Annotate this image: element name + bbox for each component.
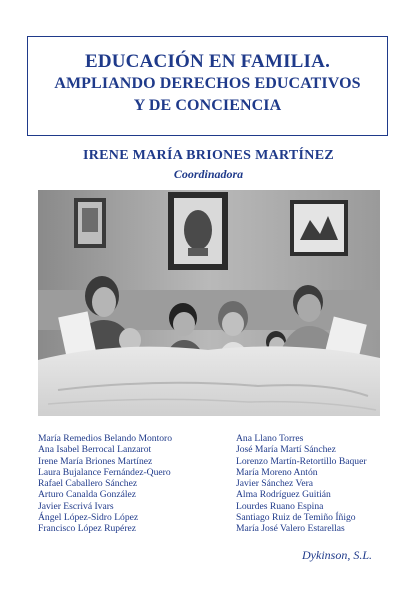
author-name: José María Martí Sánchez — [236, 444, 336, 456]
author-name: Arturo Canalda González — [38, 489, 137, 501]
authors-list-right — [236, 433, 367, 535]
cover-photo — [38, 190, 380, 416]
book-title-line3: Y DE CONCIENCIA — [133, 97, 282, 114]
author-name: Rafael Caballero Sánchez — [38, 478, 138, 490]
book-title-line2: AMPLIANDO DERECHOS EDUCATIVOS — [54, 75, 361, 92]
author-name: Lourdes Ruano Espina — [236, 500, 324, 512]
publisher-logo: Dykinson, S.L. — [302, 548, 372, 562]
author-name: Alma Rodríguez Guitián — [236, 489, 331, 501]
author-name: Javier Sánchez Vera — [236, 478, 314, 490]
author-name: María Remedios Belando Montoro — [38, 433, 173, 444]
wall-frame-right — [290, 200, 348, 256]
wall-frame-center — [168, 192, 228, 270]
book-title-line1: EDUCACIÓN EN FAMILIA. — [84, 51, 331, 72]
author-name: Ángel López-Sidro López — [38, 512, 139, 524]
author-name: Lorenzo Martín-Retortillo Baquer — [236, 455, 367, 467]
author-name: Ana Isabel Berrocal Lanzarot — [38, 444, 152, 456]
coordinator-role: Coordinadora — [173, 167, 244, 181]
author-name: María José Valero Estarellas — [236, 523, 345, 535]
family-photo-illustration — [38, 190, 380, 416]
author-name: María Moreno Antón — [236, 466, 318, 478]
authors-list-left — [38, 433, 172, 535]
author-name: Irene María Briones Martínez — [38, 455, 153, 467]
coordinator-name: IRENE MARÍA BRIONES MARTÍNEZ — [82, 148, 334, 163]
author-name: Francisco López Rupérez — [38, 523, 137, 535]
author-name: Santiago Ruiz de Temiño Íñigo — [236, 512, 356, 524]
author-name: Javier Escrivá Ivars — [38, 500, 114, 512]
author-name: Ana Llano Torres — [236, 433, 304, 444]
title-box — [27, 36, 388, 136]
author-name: Laura Bujalance Fernández-Quero — [38, 466, 171, 478]
wall-frame-left — [74, 198, 106, 248]
